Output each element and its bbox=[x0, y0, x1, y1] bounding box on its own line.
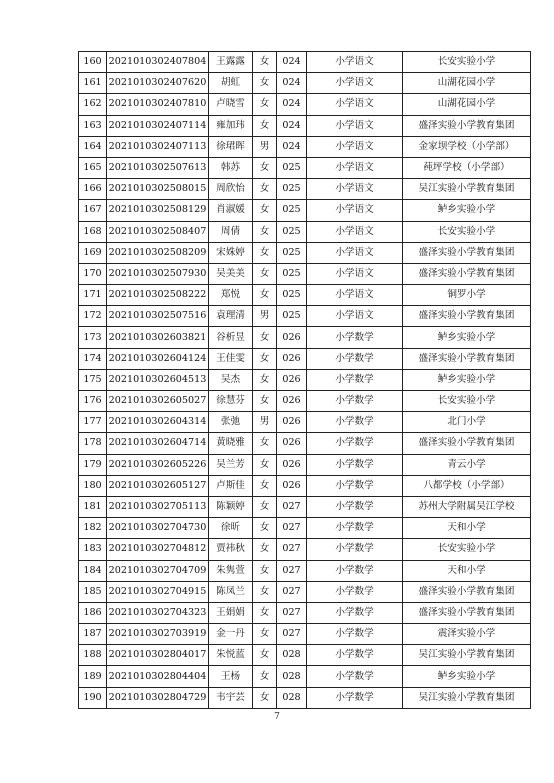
table-row bbox=[79, 348, 531, 369]
exam-id-cell: 2021010302407810 bbox=[107, 94, 209, 115]
exam-id-cell: 2021010302507516 bbox=[107, 306, 209, 327]
group-code-cell: 026 bbox=[277, 412, 307, 433]
name-cell: 袁理清 bbox=[209, 306, 253, 327]
row-number-cell: 182 bbox=[79, 518, 107, 539]
gender-cell: 女 bbox=[253, 454, 277, 475]
exam-id-cell: 2021010302703919 bbox=[107, 624, 209, 645]
gender-cell: 女 bbox=[253, 263, 277, 284]
name-cell: 韦宇芸 bbox=[209, 687, 253, 708]
subject-cell: 小学语文 bbox=[307, 52, 403, 73]
row-number-cell: 171 bbox=[79, 285, 107, 306]
school-cell: 金家坝学校（小学部） bbox=[403, 136, 531, 157]
row-number-cell: 165 bbox=[79, 157, 107, 178]
gender-cell: 女 bbox=[253, 496, 277, 517]
group-code-cell: 027 bbox=[277, 560, 307, 581]
exam-id-cell: 2021010302704709 bbox=[107, 560, 209, 581]
gender-cell: 女 bbox=[253, 348, 277, 369]
gender-cell: 女 bbox=[253, 285, 277, 306]
table-row bbox=[79, 221, 531, 242]
table-row bbox=[79, 433, 531, 454]
school-cell: 盛泽实验小学教育集团 bbox=[403, 115, 531, 136]
exam-id-cell: 2021010302804017 bbox=[107, 645, 209, 666]
gender-cell: 男 bbox=[253, 136, 277, 157]
name-cell: 雍加玮 bbox=[209, 115, 253, 136]
exam-id-cell: 2021010302604513 bbox=[107, 369, 209, 390]
group-code-cell: 028 bbox=[277, 645, 307, 666]
candidate-table-body bbox=[79, 52, 531, 709]
row-number-cell: 169 bbox=[79, 242, 107, 263]
table-row bbox=[79, 115, 531, 136]
gender-cell: 男 bbox=[253, 306, 277, 327]
school-cell: 苏州大学附属吴江学校 bbox=[403, 496, 531, 517]
table-row bbox=[79, 475, 531, 496]
name-cell: 黄晓雅 bbox=[209, 433, 253, 454]
gender-cell: 女 bbox=[253, 560, 277, 581]
table-row bbox=[79, 645, 531, 666]
gender-cell: 女 bbox=[253, 179, 277, 200]
school-cell: 鲈乡实验小学 bbox=[403, 327, 531, 348]
exam-id-cell: 2021010302704812 bbox=[107, 539, 209, 560]
exam-id-cell: 2021010302605226 bbox=[107, 454, 209, 475]
table-row bbox=[79, 200, 531, 221]
table-row bbox=[79, 263, 531, 284]
table-row bbox=[79, 602, 531, 623]
table-row bbox=[79, 306, 531, 327]
school-cell: 铜罗小学 bbox=[403, 285, 531, 306]
group-code-cell: 027 bbox=[277, 581, 307, 602]
school-cell: 青云小学 bbox=[403, 454, 531, 475]
school-cell: 鲈乡实验小学 bbox=[403, 200, 531, 221]
name-cell: 胡虹 bbox=[209, 73, 253, 94]
table-row bbox=[79, 496, 531, 517]
subject-cell: 小学数学 bbox=[307, 666, 403, 687]
name-cell: 徐珺晖 bbox=[209, 136, 253, 157]
gender-cell: 女 bbox=[253, 221, 277, 242]
subject-cell: 小学数学 bbox=[307, 539, 403, 560]
group-code-cell: 024 bbox=[277, 136, 307, 157]
gender-cell: 女 bbox=[253, 52, 277, 73]
school-cell: 盛泽实验小学教育集团 bbox=[403, 306, 531, 327]
school-cell: 长安实验小学 bbox=[403, 539, 531, 560]
table-row bbox=[79, 136, 531, 157]
group-code-cell: 027 bbox=[277, 518, 307, 539]
group-code-cell: 026 bbox=[277, 391, 307, 412]
name-cell: 周倩 bbox=[209, 221, 253, 242]
subject-cell: 小学数学 bbox=[307, 496, 403, 517]
group-code-cell: 028 bbox=[277, 687, 307, 708]
gender-cell: 女 bbox=[253, 624, 277, 645]
group-code-cell: 025 bbox=[277, 157, 307, 178]
exam-id-cell: 2021010302604314 bbox=[107, 412, 209, 433]
gender-cell: 女 bbox=[253, 475, 277, 496]
group-code-cell: 025 bbox=[277, 179, 307, 200]
row-number-cell: 170 bbox=[79, 263, 107, 284]
school-cell: 盛泽实验小学教育集团 bbox=[403, 602, 531, 623]
table-row bbox=[79, 560, 531, 581]
school-cell: 长安实验小学 bbox=[403, 221, 531, 242]
group-code-cell: 026 bbox=[277, 454, 307, 475]
name-cell: 王露露 bbox=[209, 52, 253, 73]
subject-cell: 小学语文 bbox=[307, 136, 403, 157]
subject-cell: 小学语文 bbox=[307, 306, 403, 327]
table-row bbox=[79, 391, 531, 412]
subject-cell: 小学数学 bbox=[307, 560, 403, 581]
row-number-cell: 180 bbox=[79, 475, 107, 496]
subject-cell: 小学数学 bbox=[307, 433, 403, 454]
name-cell: 朱悦蓝 bbox=[209, 645, 253, 666]
name-cell: 宋姝婷 bbox=[209, 242, 253, 263]
group-code-cell: 025 bbox=[277, 221, 307, 242]
name-cell: 吴美美 bbox=[209, 263, 253, 284]
table-row bbox=[79, 369, 531, 390]
exam-id-cell: 2021010302604124 bbox=[107, 348, 209, 369]
table-row bbox=[79, 73, 531, 94]
table-row bbox=[79, 327, 531, 348]
exam-id-cell: 2021010302508222 bbox=[107, 285, 209, 306]
gender-cell: 女 bbox=[253, 687, 277, 708]
row-number-cell: 167 bbox=[79, 200, 107, 221]
group-code-cell: 024 bbox=[277, 52, 307, 73]
row-number-cell: 185 bbox=[79, 581, 107, 602]
name-cell: 韩苏 bbox=[209, 157, 253, 178]
row-number-cell: 173 bbox=[79, 327, 107, 348]
school-cell: 吴江实验小学教育集团 bbox=[403, 179, 531, 200]
row-number-cell: 172 bbox=[79, 306, 107, 327]
gender-cell: 女 bbox=[253, 602, 277, 623]
name-cell: 王佳雯 bbox=[209, 348, 253, 369]
table-row bbox=[79, 179, 531, 200]
table-row bbox=[79, 94, 531, 115]
name-cell: 王杨 bbox=[209, 666, 253, 687]
subject-cell: 小学数学 bbox=[307, 454, 403, 475]
subject-cell: 小学语文 bbox=[307, 115, 403, 136]
gender-cell: 女 bbox=[253, 115, 277, 136]
row-number-cell: 188 bbox=[79, 645, 107, 666]
group-code-cell: 027 bbox=[277, 496, 307, 517]
row-number-cell: 175 bbox=[79, 369, 107, 390]
row-number-cell: 181 bbox=[79, 496, 107, 517]
subject-cell: 小学数学 bbox=[307, 687, 403, 708]
name-cell: 王娟娟 bbox=[209, 602, 253, 623]
table-row bbox=[79, 52, 531, 73]
group-code-cell: 026 bbox=[277, 348, 307, 369]
school-cell: 长安实验小学 bbox=[403, 52, 531, 73]
row-number-cell: 176 bbox=[79, 391, 107, 412]
name-cell: 卢斯佳 bbox=[209, 475, 253, 496]
row-number-cell: 177 bbox=[79, 412, 107, 433]
school-cell: 天和小学 bbox=[403, 518, 531, 539]
group-code-cell: 025 bbox=[277, 200, 307, 221]
school-cell: 天和小学 bbox=[403, 560, 531, 581]
subject-cell: 小学语文 bbox=[307, 94, 403, 115]
school-cell: 盛泽实验小学教育集团 bbox=[403, 348, 531, 369]
subject-cell: 小学数学 bbox=[307, 645, 403, 666]
exam-id-cell: 2021010302804729 bbox=[107, 687, 209, 708]
group-code-cell: 024 bbox=[277, 73, 307, 94]
exam-id-cell: 2021010302407804 bbox=[107, 52, 209, 73]
subject-cell: 小学数学 bbox=[307, 518, 403, 539]
exam-id-cell: 2021010302605027 bbox=[107, 391, 209, 412]
name-cell: 陈凤兰 bbox=[209, 581, 253, 602]
row-number-cell: 160 bbox=[79, 52, 107, 73]
school-cell: 八都学校（小学部） bbox=[403, 475, 531, 496]
exam-id-cell: 2021010302705113 bbox=[107, 496, 209, 517]
exam-id-cell: 2021010302604714 bbox=[107, 433, 209, 454]
gender-cell: 女 bbox=[253, 369, 277, 390]
candidate-table bbox=[78, 51, 531, 709]
school-cell: 盛泽实验小学教育集团 bbox=[403, 581, 531, 602]
gender-cell: 女 bbox=[253, 157, 277, 178]
gender-cell: 女 bbox=[253, 391, 277, 412]
table-row bbox=[79, 666, 531, 687]
gender-cell: 男 bbox=[253, 412, 277, 433]
subject-cell: 小学语文 bbox=[307, 221, 403, 242]
subject-cell: 小学语文 bbox=[307, 200, 403, 221]
exam-id-cell: 2021010302507613 bbox=[107, 157, 209, 178]
exam-id-cell: 2021010302507930 bbox=[107, 263, 209, 284]
row-number-cell: 174 bbox=[79, 348, 107, 369]
group-code-cell: 028 bbox=[277, 666, 307, 687]
school-cell: 莼坪学校（小学部） bbox=[403, 157, 531, 178]
group-code-cell: 027 bbox=[277, 539, 307, 560]
gender-cell: 女 bbox=[253, 242, 277, 263]
table-row bbox=[79, 242, 531, 263]
name-cell: 周欣怡 bbox=[209, 179, 253, 200]
school-cell: 北门小学 bbox=[403, 412, 531, 433]
gender-cell: 女 bbox=[253, 581, 277, 602]
gender-cell: 女 bbox=[253, 666, 277, 687]
exam-id-cell: 2021010302704730 bbox=[107, 518, 209, 539]
group-code-cell: 026 bbox=[277, 475, 307, 496]
exam-id-cell: 2021010302508407 bbox=[107, 221, 209, 242]
school-cell: 吴江实验小学教育集团 bbox=[403, 645, 531, 666]
group-code-cell: 026 bbox=[277, 327, 307, 348]
row-number-cell: 183 bbox=[79, 539, 107, 560]
subject-cell: 小学数学 bbox=[307, 327, 403, 348]
exam-id-cell: 2021010302407114 bbox=[107, 115, 209, 136]
gender-cell: 女 bbox=[253, 433, 277, 454]
school-cell: 盛泽实验小学教育集团 bbox=[403, 433, 531, 454]
name-cell: 吴杰 bbox=[209, 369, 253, 390]
school-cell: 山湖花园小学 bbox=[403, 73, 531, 94]
group-code-cell: 027 bbox=[277, 624, 307, 645]
row-number-cell: 189 bbox=[79, 666, 107, 687]
row-number-cell: 161 bbox=[79, 73, 107, 94]
row-number-cell: 186 bbox=[79, 602, 107, 623]
name-cell: 张弛 bbox=[209, 412, 253, 433]
group-code-cell: 024 bbox=[277, 94, 307, 115]
table-row bbox=[79, 581, 531, 602]
subject-cell: 小学数学 bbox=[307, 475, 403, 496]
name-cell: 吴兰芳 bbox=[209, 454, 253, 475]
name-cell: 朱隽萱 bbox=[209, 560, 253, 581]
name-cell: 谷析昱 bbox=[209, 327, 253, 348]
row-number-cell: 179 bbox=[79, 454, 107, 475]
group-code-cell: 025 bbox=[277, 285, 307, 306]
row-number-cell: 163 bbox=[79, 115, 107, 136]
school-cell: 鲈乡实验小学 bbox=[403, 369, 531, 390]
name-cell: 徐慧芬 bbox=[209, 391, 253, 412]
gender-cell: 女 bbox=[253, 539, 277, 560]
school-cell: 长安实验小学 bbox=[403, 391, 531, 412]
name-cell: 徐昕 bbox=[209, 518, 253, 539]
school-cell: 鲈乡实验小学 bbox=[403, 666, 531, 687]
subject-cell: 小学数学 bbox=[307, 348, 403, 369]
table-row bbox=[79, 539, 531, 560]
exam-id-cell: 2021010302704915 bbox=[107, 581, 209, 602]
name-cell: 卢晓雪 bbox=[209, 94, 253, 115]
gender-cell: 女 bbox=[253, 518, 277, 539]
name-cell: 贾祎秋 bbox=[209, 539, 253, 560]
name-cell: 郑悦 bbox=[209, 285, 253, 306]
table-row bbox=[79, 157, 531, 178]
row-number-cell: 166 bbox=[79, 179, 107, 200]
gender-cell: 女 bbox=[253, 200, 277, 221]
row-number-cell: 164 bbox=[79, 136, 107, 157]
school-cell: 吴江实验小学教育集团 bbox=[403, 687, 531, 708]
name-cell: 肖淑媛 bbox=[209, 200, 253, 221]
group-code-cell: 026 bbox=[277, 433, 307, 454]
group-code-cell: 025 bbox=[277, 263, 307, 284]
gender-cell: 女 bbox=[253, 73, 277, 94]
row-number-cell: 190 bbox=[79, 687, 107, 708]
exam-id-cell: 2021010302407620 bbox=[107, 73, 209, 94]
subject-cell: 小学数学 bbox=[307, 581, 403, 602]
table-row bbox=[79, 518, 531, 539]
subject-cell: 小学数学 bbox=[307, 412, 403, 433]
gender-cell: 女 bbox=[253, 645, 277, 666]
table-row bbox=[79, 624, 531, 645]
exam-id-cell: 2021010302508015 bbox=[107, 179, 209, 200]
table-row bbox=[79, 454, 531, 475]
row-number-cell: 187 bbox=[79, 624, 107, 645]
name-cell: 陈颖婷 bbox=[209, 496, 253, 517]
gender-cell: 女 bbox=[253, 94, 277, 115]
row-number-cell: 168 bbox=[79, 221, 107, 242]
table-row bbox=[79, 285, 531, 306]
group-code-cell: 025 bbox=[277, 242, 307, 263]
subject-cell: 小学语文 bbox=[307, 242, 403, 263]
school-cell: 山湖花园小学 bbox=[403, 94, 531, 115]
page-number: 7 bbox=[274, 712, 280, 722]
school-cell: 震泽实验小学 bbox=[403, 624, 531, 645]
subject-cell: 小学数学 bbox=[307, 369, 403, 390]
exam-id-cell: 2021010302508129 bbox=[107, 200, 209, 221]
gender-cell: 女 bbox=[253, 327, 277, 348]
row-number-cell: 162 bbox=[79, 94, 107, 115]
school-cell: 盛泽实验小学教育集团 bbox=[403, 242, 531, 263]
school-cell: 盛泽实验小学教育集团 bbox=[403, 263, 531, 284]
exam-id-cell: 2021010302804404 bbox=[107, 666, 209, 687]
subject-cell: 小学语文 bbox=[307, 285, 403, 306]
row-number-cell: 178 bbox=[79, 433, 107, 454]
group-code-cell: 027 bbox=[277, 602, 307, 623]
subject-cell: 小学数学 bbox=[307, 391, 403, 412]
subject-cell: 小学语文 bbox=[307, 263, 403, 284]
exam-id-cell: 2021010302603821 bbox=[107, 327, 209, 348]
table-row bbox=[79, 412, 531, 433]
exam-id-cell: 2021010302605127 bbox=[107, 475, 209, 496]
subject-cell: 小学语文 bbox=[307, 157, 403, 178]
table-row bbox=[79, 687, 531, 708]
exam-id-cell: 2021010302508209 bbox=[107, 242, 209, 263]
subject-cell: 小学语文 bbox=[307, 73, 403, 94]
exam-id-cell: 2021010302407113 bbox=[107, 136, 209, 157]
group-code-cell: 025 bbox=[277, 306, 307, 327]
group-code-cell: 026 bbox=[277, 369, 307, 390]
row-number-cell: 184 bbox=[79, 560, 107, 581]
subject-cell: 小学语文 bbox=[307, 179, 403, 200]
exam-id-cell: 2021010302704323 bbox=[107, 602, 209, 623]
name-cell: 金一丹 bbox=[209, 624, 253, 645]
group-code-cell: 024 bbox=[277, 115, 307, 136]
subject-cell: 小学数学 bbox=[307, 624, 403, 645]
subject-cell: 小学数学 bbox=[307, 602, 403, 623]
